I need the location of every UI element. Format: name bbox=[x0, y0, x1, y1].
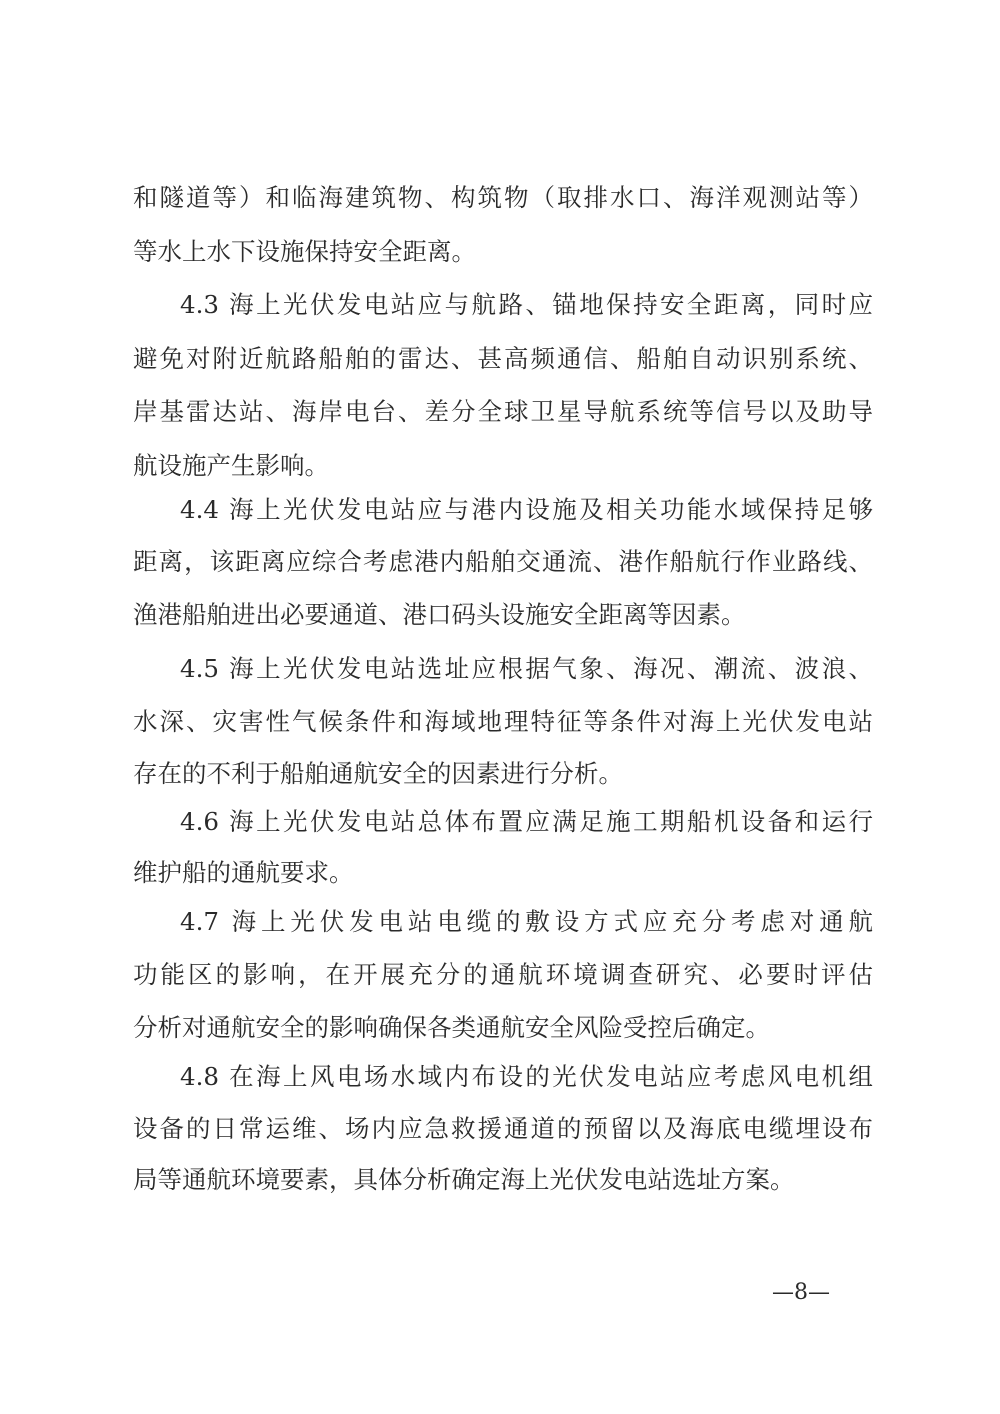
text-line: 分析对通航安全的影响确保各类通航安全风险受控后确定。 bbox=[133, 1013, 770, 1042]
text-line: 存在的不利于船舶通航安全的因素进行分析。 bbox=[133, 759, 623, 788]
text-line: 功能区的影响，在开展充分的通航环境调查研究、必要时评估 bbox=[133, 960, 873, 989]
text-line: 航设施产生影响。 bbox=[133, 451, 329, 480]
paragraph-4-6-first-line: 4.6 海上光伏发电站总体布置应满足施工期船机设备和运行 bbox=[180, 807, 873, 836]
paragraph-4-4-first-line: 4.4 海上光伏发电站应与港内设施及相关功能水域保持足够 bbox=[180, 495, 873, 524]
paragraph-4-7-first-line: 4.7 海上光伏发电站电缆的敷设方式应充分考虑对通航 bbox=[180, 907, 873, 936]
paragraph-4-3-first-line: 4.3 海上光伏发电站应与航路、锚地保持安全距离，同时应 bbox=[180, 290, 873, 319]
text-line: 设备的日常运维、场内应急救援通道的预留以及海底电缆埋设布 bbox=[133, 1114, 873, 1143]
text-line: 距离，该距离应综合考虑港内船舶交通流、港作船航行作业路线、 bbox=[133, 547, 873, 576]
page-number: —8— bbox=[772, 1280, 830, 1305]
text-line: 等水上水下设施保持安全距离。 bbox=[133, 237, 476, 266]
text-line: 和隧道等）和临海建筑物、构筑物（取排水口、海洋观测站等） bbox=[133, 183, 873, 212]
text-line: 渔港船舶进出必要通道、港口码头设施安全距离等因素。 bbox=[133, 600, 746, 629]
text-line: 避免对附近航路船舶的雷达、甚高频通信、船舶自动识别系统、 bbox=[133, 344, 873, 373]
text-line: 维护船的通航要求。 bbox=[133, 858, 354, 887]
paragraph-4-8-first-line: 4.8 在海上风电场水域内布设的光伏发电站应考虑风电机组 bbox=[180, 1062, 873, 1091]
text-line: 岸基雷达站、海岸电台、差分全球卫星导航系统等信号以及助导 bbox=[133, 397, 873, 426]
text-line: 水深、灾害性气候条件和海域地理特征等条件对海上光伏发电站 bbox=[133, 707, 873, 736]
paragraph-4-5-first-line: 4.5 海上光伏发电站选址应根据气象、海况、潮流、波浪、 bbox=[180, 654, 873, 683]
text-line: 局等通航环境要素，具体分析确定海上光伏发电站选址方案。 bbox=[133, 1165, 795, 1194]
